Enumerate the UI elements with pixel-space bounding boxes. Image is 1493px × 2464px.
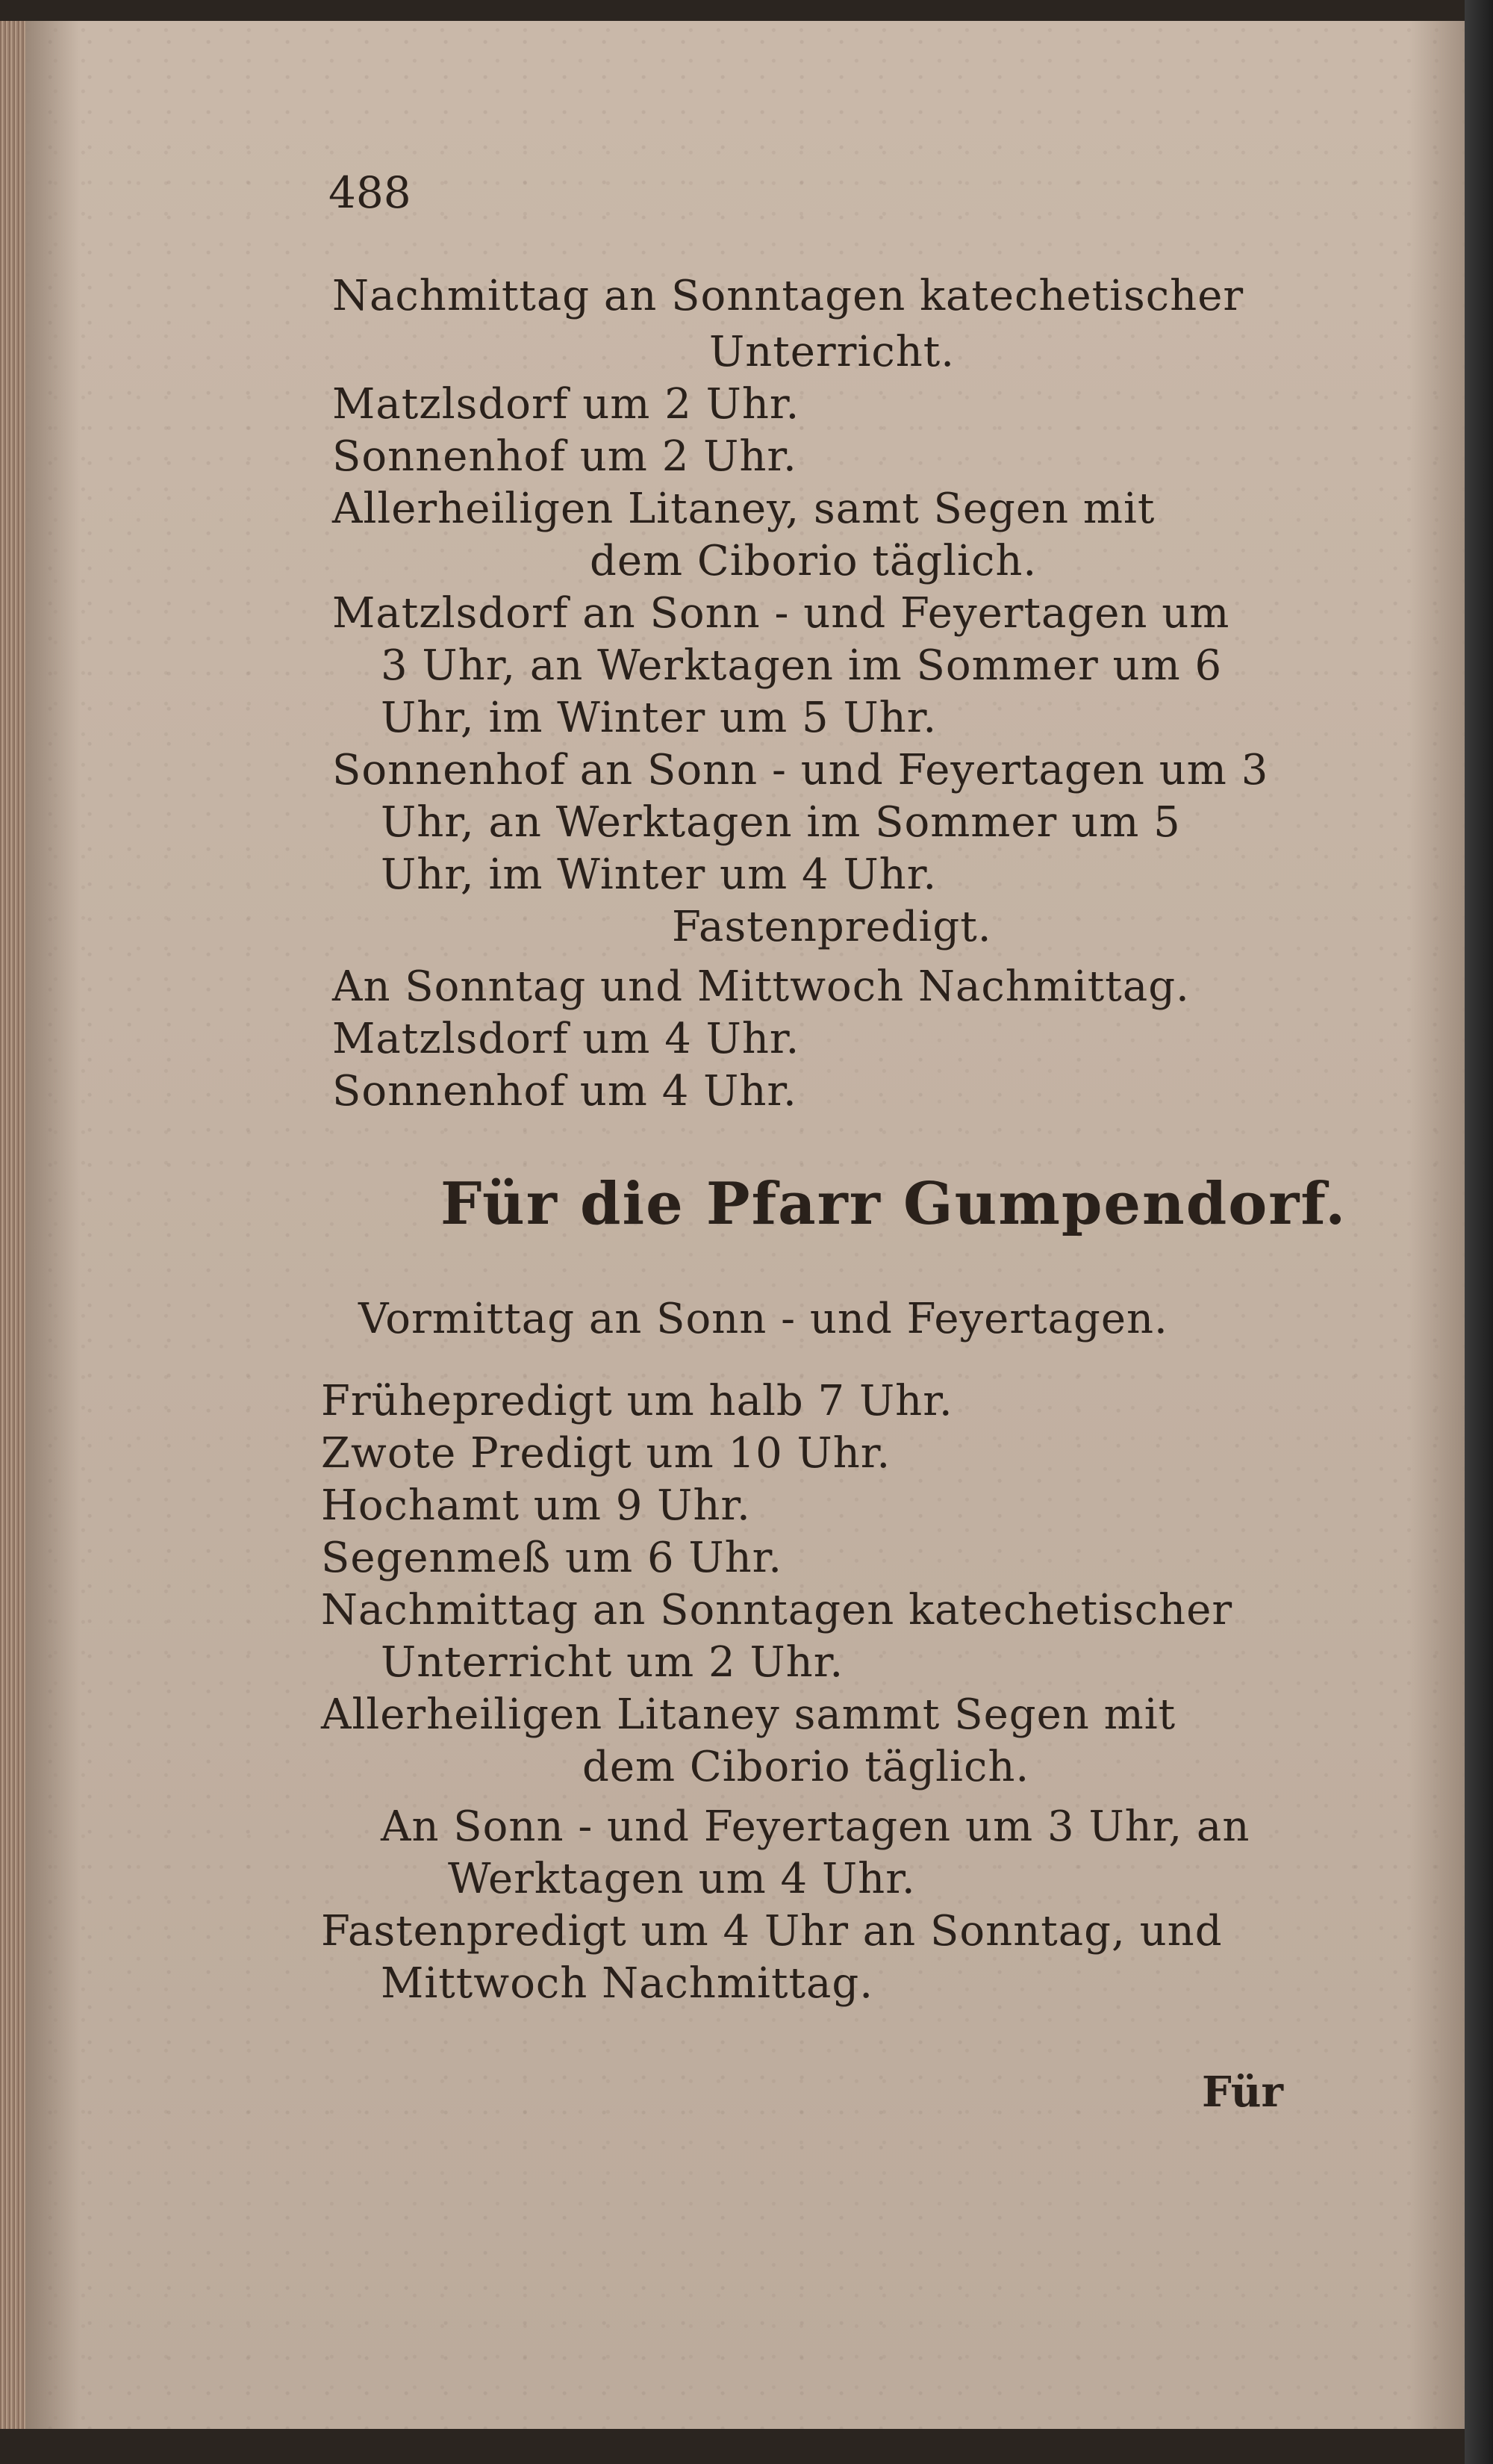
text-line: Sonnenhof an Sonn - und Feyertagen um 3 <box>332 746 1269 794</box>
text-line: Segenmeß um 6 Uhr. <box>321 1534 783 1582</box>
text-line: Mittwoch Nachmittag. <box>381 1959 874 2008</box>
text-line: Uhr, an Werktagen im Sommer um 5 <box>381 798 1181 847</box>
text-line: Matzlsdorf um 4 Uhr. <box>332 1015 800 1063</box>
page-number: 488 <box>328 167 411 218</box>
text-line: Hochamt um 9 Uhr. <box>321 1481 751 1530</box>
text-line: Sonnenhof um 4 Uhr. <box>332 1067 797 1116</box>
text-line: Nachmittag an Sonntagen katechetischer <box>332 272 1244 320</box>
text-line: Zwote Predigt um 10 Uhr. <box>321 1429 891 1478</box>
text-line: 3 Uhr, an Werktagen im Sommer um 6 <box>381 641 1223 690</box>
text-line: Nachmittag an Sonntagen katechetischer <box>321 1586 1233 1634</box>
text-line: An Sonn - und Feyertagen um 3 Uhr, an <box>381 1802 1250 1851</box>
text-line: Unterricht um 2 Uhr. <box>381 1638 844 1687</box>
text-line: dem Ciborio täglich. <box>582 1743 1030 1791</box>
text-line: Unterricht. <box>709 328 956 376</box>
text-line: Frühepredigt um halb 7 Uhr. <box>321 1377 953 1425</box>
text-line: Uhr, im Winter um 5 Uhr. <box>381 694 938 742</box>
catchword: Für <box>1202 2068 1283 2117</box>
text-line: Fastenpredigt um 4 Uhr an Sonntag, und <box>321 1907 1223 1956</box>
text-line: An Sonntag und Mittwoch Nachmittag. <box>332 962 1190 1011</box>
text-line: Allerheiligen Litaney, samt Segen mit <box>332 485 1156 533</box>
text-line: Uhr, im Winter um 4 Uhr. <box>381 850 938 899</box>
text-line: Vormittag an Sonn - und Feyertagen. <box>358 1295 1168 1343</box>
text-line: Sonnenhof um 2 Uhr. <box>332 432 797 481</box>
text-line: Allerheiligen Litaney sammt Segen mit <box>321 1690 1176 1739</box>
section-heading: Für die Pfarr Gumpendorf. <box>440 1170 1347 1238</box>
text-line: Fastenpredigt. <box>672 903 992 951</box>
text-line: Werktagen um 4 Uhr. <box>448 1855 916 1903</box>
text-line: Matzlsdorf an Sonn - und Feyertagen um <box>332 589 1230 638</box>
text-line: dem Ciborio täglich. <box>590 537 1038 585</box>
text-line: Matzlsdorf um 2 Uhr. <box>332 380 800 429</box>
